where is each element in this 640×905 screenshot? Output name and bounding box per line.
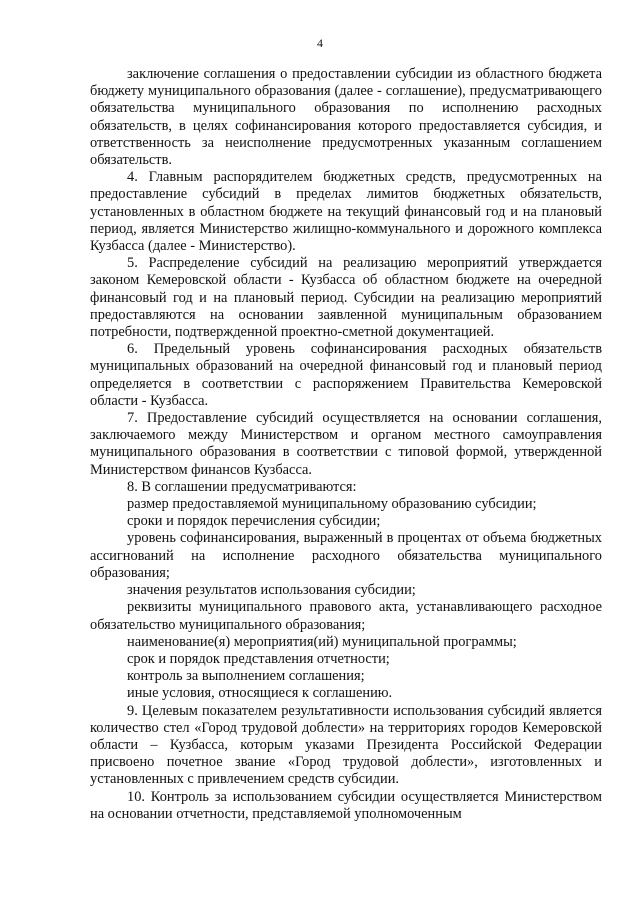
paragraph-item-6: 6. Предельный уровень софинансирования расходных обязательств муниципальных образований на очередной финансовый год и плановый период определяется в соответствии с распоряжением Правительства Кемеровской области - Кузбасса. [90, 341, 602, 409]
agreement-clause: размер предоставляемой муниципальному образованию субсидии; [127, 496, 537, 513]
agreement-clause: контроль за выполнением соглашения; [127, 668, 365, 685]
agreement-clause: иные условия, относящиеся к соглашению. [127, 685, 393, 702]
paragraph-item-5: 5. Распределение субсидий на реализацию мероприятий утверждается законом Кемеровской области - Кузбасса об областном бюджете на очередной финансовый год и на плановый период. Субсидии на реализацию мероприятий предоставляются на основании заявленной муниципальным образованием потребности, подтвержденной проектно-сметной документацией. [90, 255, 602, 341]
paragraph-item-7: 7. Предоставление субсидий осуществляется на основании соглашения, заключаемого между Министерством и органом местного самоуправления муниципального образования в соответствии с типовой формой, утвержденной Министерством финансов Кузбасса. [90, 410, 602, 478]
paragraph-item-10: 10. Контроль за использованием субсидии осуществляется Министерством на основании отчетности, представляемой уполномоченным [90, 788, 602, 822]
agreement-clause: срок и порядок представления отчетности; [127, 650, 390, 667]
agreement-clause: значения результатов использования субсидии; [127, 582, 416, 599]
agreement-clause: уровень софинансирования, выраженный в процентах от объема бюджетных ассигнований на исполнение расходного обязательства муниципального образования; [90, 530, 602, 581]
page-number: 4 [317, 36, 323, 50]
paragraph-item-4: 4. Главным распорядителем бюджетных средств, предусмотренных на предоставление субсидий в пределах лимитов бюджетных обязательств, установленных в областном бюджете на текущий финансовый год и на плановый период, является Министерство жилищно-коммунального и дорожного комплекса Кузбасса (далее - Министерство). [90, 169, 602, 255]
agreement-clause: сроки и порядок перечисления субсидии; [127, 513, 381, 530]
agreement-clause: наименование(я) мероприятия(ий) муниципальной программы; [127, 633, 517, 650]
paragraph-item-8: 8. В соглашении предусматриваются: [127, 478, 357, 495]
document-body [90, 66, 602, 823]
paragraph-continuation: заключение соглашения о предоставлении субсидии из областного бюджета бюджету муниципального образования (далее - соглашение), предусматривающего обязательства муниципального образования по исполнению расходных обязательств, в целях софинансирования которого предоставляется субсидия, и ответственность за неисполнение предусмотренных указанным соглашением обязательств. [90, 66, 602, 169]
agreement-clause: реквизиты муниципального правового акта, устанавливающего расходное обязательство муниципального образования; [90, 599, 602, 633]
paragraph-item-9: 9. Целевым показателем результативности использования субсидий является количество стел «Город трудовой доблести» на территориях городов Кемеровской области – Кузбасса, которым указами Президента Российской Федерации присвоено почетное звание «Город трудовой доблести», изготовленных и установленных с привлечением средств субсидии. [90, 702, 602, 788]
